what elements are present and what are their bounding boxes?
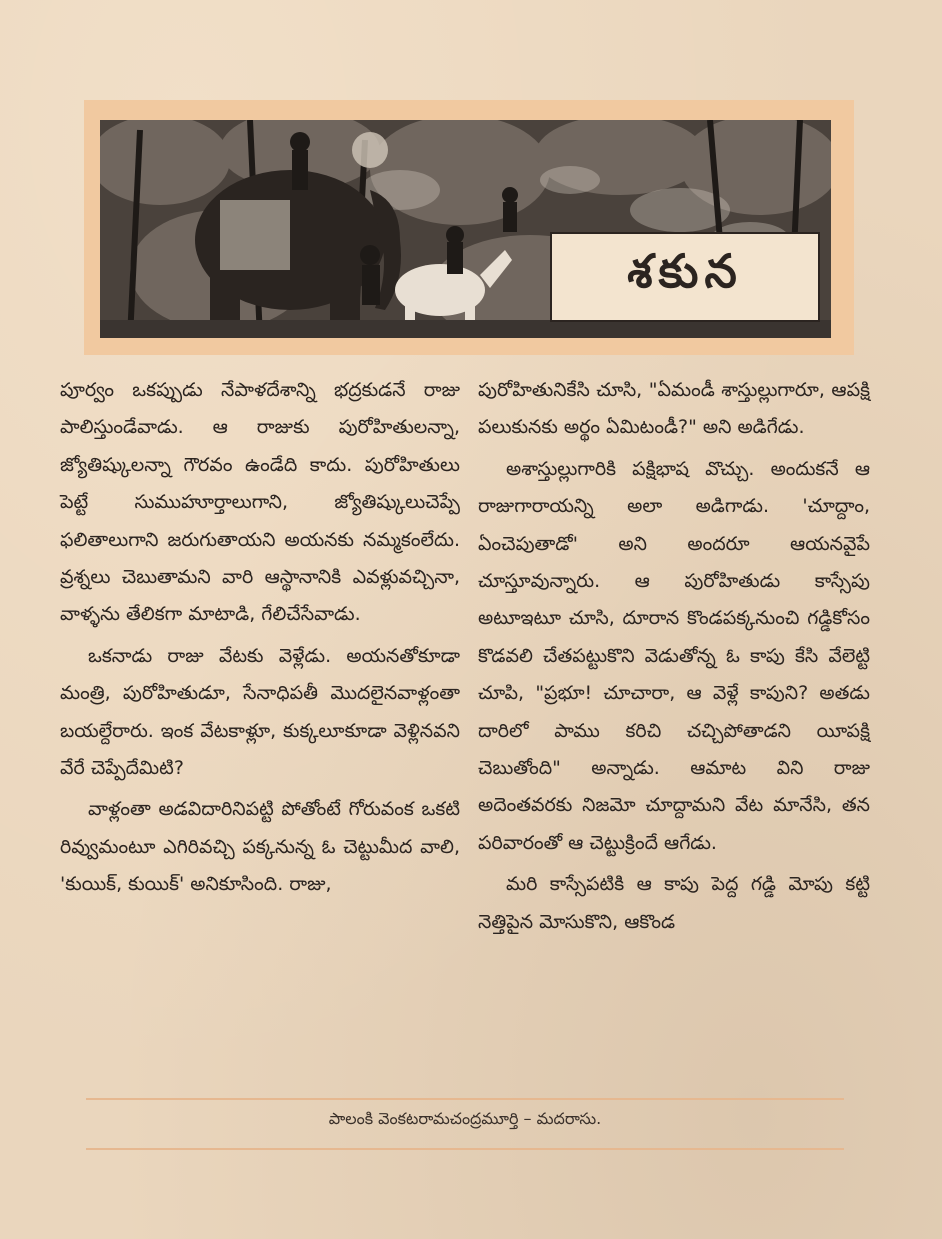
paragraph: వాళ్లంతా అడవిదారినిపట్టి పోతోంటే గోరువంక ఒకటి రివ్వుమంటూ ఎగిరివచ్చి పక్కనున్న ఓ చెట్టుమీద వాలి, 'కుయిక్, కుయిక్' అనికూసింది. రాజు, (60, 798, 460, 896)
paragraph: అశాస్తుల్లుగారికి పక్షిభాష వొచ్చు. అందుకనే ఆ రాజుగారాయన్ని అలా అడిగాడు. 'చూద్దాం, ఏంచెపుతాడో' అని అందరూ ఆయనవైపే చూస్తూవున్నారు. ఆ పురోహితుడు కాస్సేపు అటూఇటూ చూసి, దూరాన కొండపక్కనుంచి గడ్డికోసం కొడవలి చేతపట్టుకొని వెడుతోన్న ఓ కాపు కేసి వేలెట్టి చూపి, "ప్రభూ! చూచారా, ఆ వెళ్లే కాపుని? అతడు దారిలో పాము కరిచి చచ్చిపోతాడని యీపక్షి చెబుతోంది" అన్నాడు. ఆమాట విని రాజు అదెంతవరకు నిజమో చూద్దామని వేట మానేసి, తన పరివారంతో ఆ చెట్టుక్రిందే ఆగేడు. (478, 457, 870, 854)
paragraph: పూర్వం ఒకప్పుడు నేపాళదేశాన్ని భద్రకుడనే రాజు పాలిస్తుండేవాడు. ఆ రాజుకు పురోహితులన్నా, జ్యోతిష్కులన్నా గౌరవం ఉండేది కాదు. పురోహితులు పెట్టే సుముహూర్తాలుగాని, జ్యోతిష్కులుచెప్పే ఫలితాలుగాని జరుగుతాయని అయనకు నమ్మకంలేదు. వ్రశ్నలు చెబుతామని వారి ఆస్థానానికి ఎవళ్లువచ్చినా, వాళ్ళను తేలికగా మాటాడి, గేలిచేసేవాడు. (60, 379, 460, 626)
paragraph: మరి కాస్సేపటికి ఆ కాపు పెద్ద గడ్డి మోపు కట్టి నెత్తిపైన మోసుకొని, ఆకొండ (478, 873, 870, 933)
story-title: శకున (627, 244, 743, 298)
paragraph: పురోహితునికేసి చూసి, "ఏమండీ శాస్తుల్లుగారూ, ఆపక్షి పలుకునకు అర్థం ఏమిటండీ?" అని అడిగేడు. (478, 379, 870, 439)
author-byline: పాలంకి వెంకటరామచంద్రమూర్తి – మదరాసు. (328, 1109, 602, 1128)
text-column-right (478, 372, 870, 945)
footer-rule-bottom (86, 1148, 844, 1150)
paragraph: ఒకనాడు రాజు వేటకు వెళ్లేడు. అయనతోకూడా మంత్రి, పురోహితుడూ, సేనాధిపతీ మొదలైనవాళ్లంతా బయల్దేరారు. ఇంక వేటకాళ్లూ, కుక్కలూకూడా వెళ్లినవని వేరే చెప్పేదేమిటి? (60, 644, 460, 780)
story-title-box (550, 232, 820, 322)
text-column-left (60, 372, 460, 908)
footer-rule-top (86, 1098, 844, 1100)
